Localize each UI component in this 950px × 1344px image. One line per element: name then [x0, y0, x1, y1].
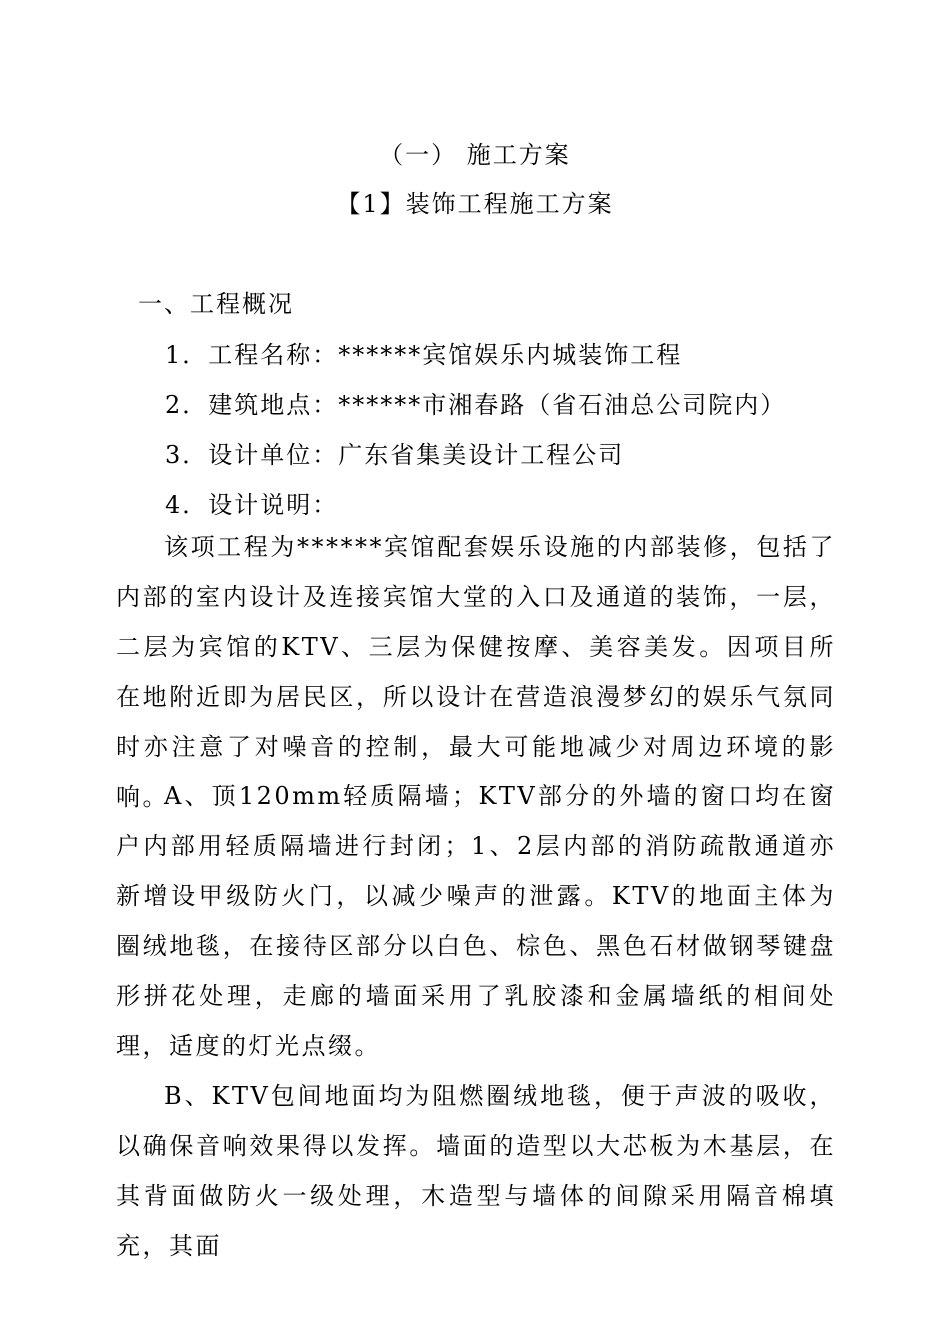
construction-site-item: 2．建筑地点：******市湘春路（省石油总公司院内）: [165, 391, 787, 419]
paragraph-b: B、KTV包间地面均为阻燃圈绒地毯，便于声波的吸收，以确保音响效果得以发挥。墙面的造型以大芯板为木基层，在其背面做防火一级处理，木造型与墙体的间隙采用隔音棉填充，其面: [116, 1082, 836, 1260]
design-description-item: 4．设计说明：: [165, 491, 339, 519]
project-name-item: 1．工程名称：******宾馆娱乐内城装饰工程: [165, 341, 683, 369]
section-title: 【1】装饰工程施工方案: [336, 190, 614, 218]
paragraph-a: A、顶120mm轻质隔墙；KTV部分的外墙的窗口均在窗户内部用轻质隔墙进行封闭；1、2层内部的消防疏散通道亦新增设甲级防火门，以减少噪声的泄露。KTV的地面主体为圈绒地毯，在接待区部分以白色、棕色、黑色石材做钢琴键盘形拼花处理，走廊的墙面采用了乳胶漆和金属墙纸的相间处理，适度的灯光点缀。: [116, 782, 836, 1060]
design-unit-item: 3．设计单位：广东省集美设计工程公司: [165, 441, 625, 469]
project-overview-heading: 一、工程概况: [138, 290, 294, 318]
chapter-heading: （一） 施工方案: [379, 141, 571, 169]
design-description-paragraph: 该项工程为******宾馆配套娱乐设施的内部装修，包括了内部的室内设计及连接宾馆大堂的入口及通道的装饰，一层，二层为宾馆的KTV、三层为保健按摩、美容美发。因项目所在地附近即为居民区，所以设计在营造浪漫梦幻的娱乐气氛同时亦注意了对噪音的控制，最大可能地减少对周边环境的影响。: [116, 533, 836, 811]
